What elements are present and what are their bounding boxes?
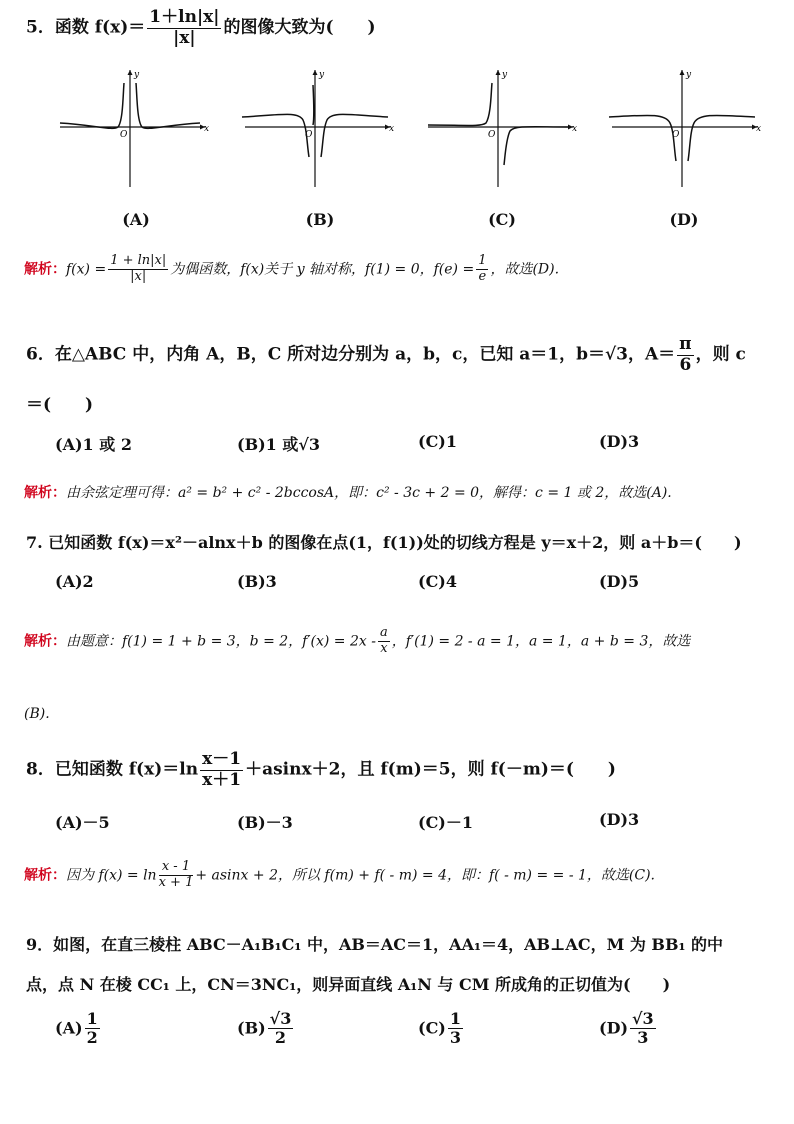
- q7-option-b: (B)3: [237, 572, 277, 591]
- q5-frac-num: 1＋ln|x|: [149, 7, 220, 27]
- graph-label-a: (A): [122, 210, 150, 229]
- q8-analysis-tag: 解析：: [24, 867, 66, 884]
- q9-option-b: [237, 1010, 295, 1048]
- graph-d: [609, 70, 761, 187]
- q9-option-c-label: (C): [418, 1018, 446, 1038]
- q9-option-a-den: 2: [86, 1028, 98, 1048]
- q5-analysis-frac2: [476, 254, 488, 285]
- q8-option-b: (B)－3: [237, 813, 293, 832]
- q8-stem-suffix: ＋asinx＋2，且 f(m)＝5，则 f(－m)＝( ): [245, 759, 616, 780]
- graph-c: [428, 70, 577, 187]
- q5-graphs: [55, 65, 775, 195]
- q6-stem-line2: ＝( ): [26, 395, 94, 415]
- q6-fraction: [677, 335, 693, 375]
- q7-analysis-den: x: [380, 640, 388, 656]
- q5-analysis-den: |x|: [130, 268, 147, 284]
- q9-option-c: [418, 1010, 465, 1048]
- q5-analysis-frac2-num: 1: [478, 253, 487, 268]
- q6-analysis-tag: 解析：: [24, 485, 66, 501]
- q9-option-a: [55, 1010, 102, 1048]
- graph-a-curve-right: [136, 83, 200, 128]
- graph-b-y-label: y: [319, 70, 325, 80]
- q6-stem-line1: [26, 335, 746, 375]
- q6-option-d: (D)3: [599, 432, 640, 451]
- q5-analysis: [24, 254, 559, 285]
- q9-option-b-label: (B): [237, 1018, 266, 1038]
- q6-option-c: (C)1: [418, 432, 458, 451]
- q5-analysis-frac2-den: e: [478, 268, 487, 284]
- q7-analysis-cont: (B).: [24, 706, 50, 722]
- q9-option-c-num: 1: [449, 1009, 462, 1028]
- q8-option-a: (A)－5: [55, 813, 110, 832]
- q7-stem: 7. 已知函数 f(x)＝x²－alnx＋b 的图像在点(1，f(1))处的切线方程是 y＝x＋2，则 a＋b＝( ): [26, 533, 742, 552]
- graph-d-x-label: x: [756, 124, 762, 134]
- graph-c-y-label: y: [502, 70, 508, 80]
- q9-option-a-label: (A): [55, 1018, 83, 1038]
- graph-b-x-label: x: [389, 124, 395, 134]
- q7-analysis-frac: [378, 626, 390, 657]
- q6-stem-end: ，则 c: [695, 344, 746, 365]
- q8-stem-prefix: 8．已知函数 f(x)＝ln: [26, 759, 199, 780]
- q5-stem: [26, 8, 376, 48]
- q9-stem-line2: 点，点 N 在棱 CC₁ 上，CN＝3NC₁，则异面直线 A₁N 与 CM 所成角的正切值为( ): [26, 975, 671, 994]
- q8-analysis-a: 因为 f(x) = ln: [66, 867, 157, 884]
- q8-stem: [26, 750, 616, 790]
- q8-analysis-frac: [159, 860, 194, 891]
- q7-analysis-num: a: [379, 625, 388, 640]
- q8-frac-den: x＋1: [202, 769, 242, 790]
- q8-analysis-b: + asinx + 2，所以 f(m) + f( - m) = 4，即：f( - m) = = - 1，故选(C).: [195, 867, 655, 884]
- q9-option-d-frac: [630, 1010, 656, 1048]
- graph-b-origin: O: [305, 130, 313, 140]
- q6-option-b: (B)1 或√3: [237, 435, 321, 454]
- q8-analysis-num: x - 1: [159, 860, 194, 876]
- q7-option-a: (A)2: [55, 572, 94, 591]
- q6-stem-text: 6．在△ABC 中，内角 A，B，C 所对边分别为 a，b，c，已知 a＝1，b＝√3，A＝: [26, 344, 676, 365]
- q9-option-c-den: 3: [449, 1028, 462, 1048]
- q8-fraction: [200, 750, 243, 790]
- q5-analysis-frac1: [108, 254, 168, 285]
- q5-stem-suffix: 的图像大致为( ): [223, 17, 376, 38]
- q7-analysis-tag: 解析：: [24, 633, 66, 650]
- q5-analysis-c: ，故选(D).: [490, 261, 560, 278]
- graph-d-y-label: y: [686, 70, 692, 80]
- q5-analysis-tag: 解析：: [24, 261, 66, 278]
- q9-option-b-frac: [268, 1010, 294, 1048]
- graph-c-origin: O: [488, 130, 496, 140]
- q5-analysis-b: 为偶函数，f(x)关于 y 轴对称，f(1) = 0，f(e) =: [170, 261, 475, 278]
- q8-analysis-den: x + 1: [158, 874, 194, 890]
- q5-fraction: [147, 8, 221, 48]
- q9-option-b-num: √3: [269, 1009, 292, 1028]
- q9-option-c-frac: [448, 1010, 463, 1048]
- q8-option-d: (D)3: [599, 810, 640, 829]
- q5-analysis-a: f(x) =: [66, 261, 107, 278]
- graph-b: [242, 70, 394, 187]
- q8-frac-num: x－1: [202, 749, 242, 769]
- q7-analysis-b: ，f′(1) = 2 - a = 1，a = 1，a + b = 3，故选: [391, 633, 691, 650]
- q8-option-c: (C)－1: [418, 813, 474, 832]
- q9-option-a-frac: [85, 1010, 100, 1048]
- q7-option-c: (C)4: [418, 572, 458, 591]
- q6-analysis-text: 由余弦定理可得：a² = b² + c² - 2bccosA，即：c² - 3c + 2 = 0，解得：c = 1 或 2，故选(A).: [66, 485, 672, 501]
- q9-option-d-num: √3: [632, 1009, 654, 1028]
- q9-option-d-den: 3: [637, 1028, 649, 1048]
- q9-stem-line1: 9．如图，在直三棱柱 ABC－A₁B₁C₁ 中，AB＝AC＝1，AA₁＝4，AB⊥AC，M 为 BB₁ 的中: [26, 935, 724, 954]
- q9-option-d-label: (D): [599, 1018, 629, 1038]
- q5-analysis-num: 1 + ln|x|: [110, 253, 167, 268]
- q6-frac-den: 6: [679, 354, 692, 375]
- graph-a-origin: O: [120, 130, 128, 140]
- graph-a-x-label: x: [204, 124, 210, 134]
- graph-c-x-label: x: [572, 124, 578, 134]
- graph-a-curve-left: [60, 83, 124, 128]
- q7-analysis: [24, 626, 690, 657]
- q9-option-a-num: 1: [86, 1009, 98, 1028]
- q6-analysis: [24, 482, 672, 502]
- q7-analysis-a: 由题意：f(1) = 1 + b = 3，b = 2，f′(x) = 2x -: [66, 633, 376, 650]
- q8-analysis: [24, 860, 655, 891]
- q5-stem-prefix: 5．函数 f(x)＝: [26, 17, 146, 38]
- q6-option-a: (A)1 或 2: [55, 435, 132, 454]
- graph-d-origin: O: [672, 130, 680, 140]
- graph-a: [60, 70, 209, 187]
- q7-option-d: (D)5: [599, 572, 640, 591]
- graph-label-c: (C): [488, 210, 516, 229]
- q5-frac-den: |x|: [173, 27, 196, 48]
- graph-label-b: (B): [305, 210, 335, 229]
- graph-a-y-label: y: [134, 70, 140, 80]
- q9-option-b-den: 2: [274, 1028, 287, 1048]
- q9-option-d: [599, 1010, 658, 1048]
- q6-frac-num: π: [679, 334, 692, 354]
- graph-label-d: (D): [669, 210, 699, 229]
